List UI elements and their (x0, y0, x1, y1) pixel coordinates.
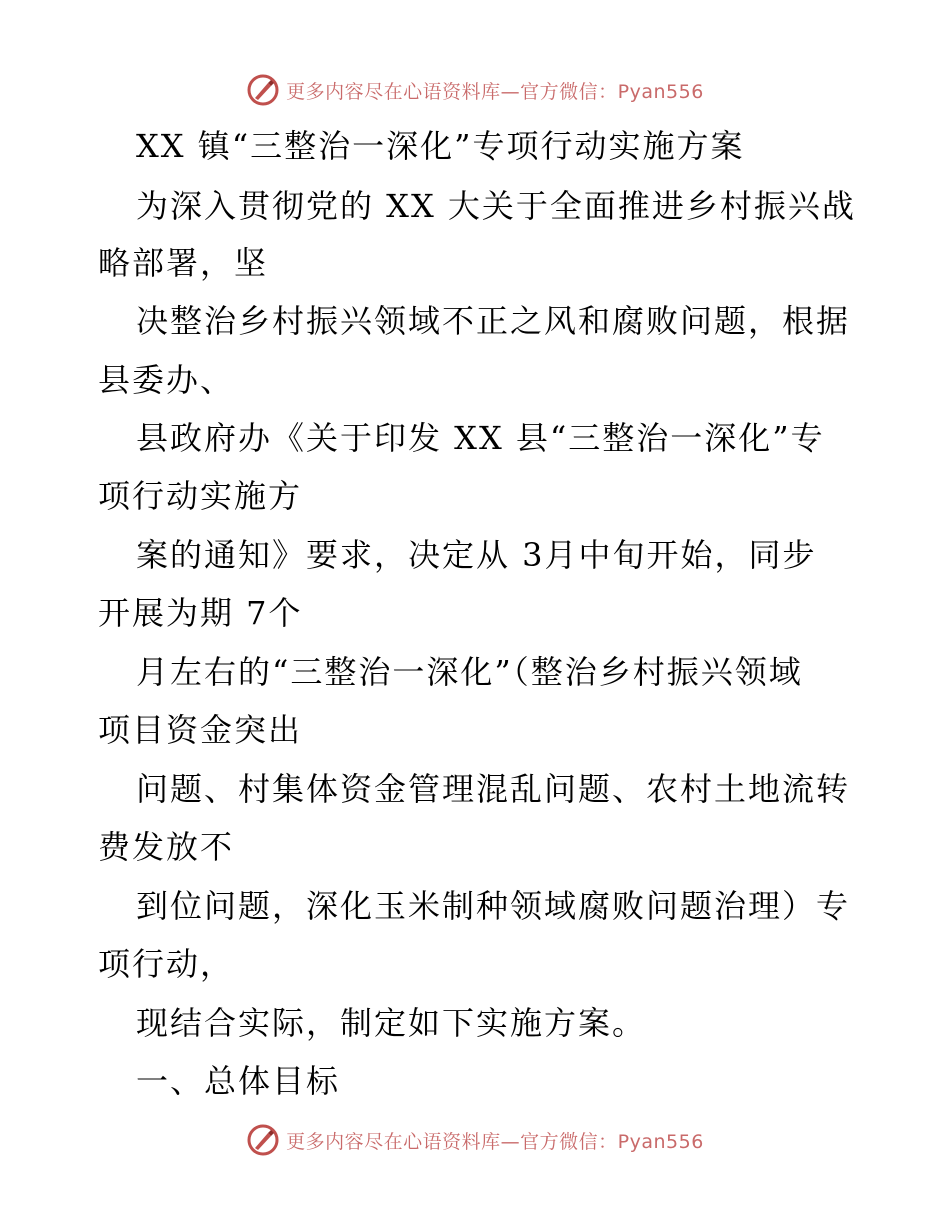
paragraph-line: 决整治乡村振兴领域不正之风和腐败问题，根据 (136, 302, 851, 340)
pen-circle-icon (246, 1123, 280, 1157)
watermark-text: 更多内容尽在心语资料库—官方微信：Pyan556 (286, 80, 704, 103)
document-title: XX 镇“三整治一深化”专项行动实施方案 (136, 127, 745, 165)
watermark-text: 更多内容尽在心语资料库—官方微信：Pyan556 (286, 1130, 704, 1153)
paragraph-line: 月左右的“三整治一深化”（整治乡村振兴领域 (136, 653, 803, 691)
paragraph-line: 费发放不 (98, 828, 235, 866)
paragraph-line: 现结合实际，制定如下实施方案。 (136, 1004, 647, 1042)
section-heading: 一、总体目标 (136, 1062, 341, 1100)
paragraph-line: 案的通知》要求，决定从 3月中旬开始，同步 (136, 536, 817, 574)
pen-circle-icon (246, 73, 280, 107)
watermark-group (246, 73, 704, 107)
paragraph-line: 问题、村集体资金管理混乱问题、农村土地流转 (136, 770, 851, 808)
watermark-header (0, 70, 950, 110)
paragraph-line: 县委办、 (98, 361, 235, 399)
paragraph-line: 项目资金突出 (98, 711, 303, 749)
paragraph-line: 项行动实施方 (98, 477, 303, 515)
paragraph-line: 县政府办《关于印发 XX 县“三整治一深化”专 (136, 419, 825, 457)
watermark-group (246, 1123, 704, 1157)
paragraph-line: 为深入贯彻党的 XX 大关于全面推进乡村振兴战 (136, 187, 856, 225)
paragraph-line: 开展为期 7个 (98, 594, 303, 632)
watermark-footer (0, 1120, 950, 1160)
paragraph-line: 项行动， (98, 945, 235, 983)
paragraph-line: 略部署，坚 (98, 244, 269, 282)
paragraph-line: 到位问题，深化玉米制种领域腐败问题治理）专 (136, 887, 851, 925)
